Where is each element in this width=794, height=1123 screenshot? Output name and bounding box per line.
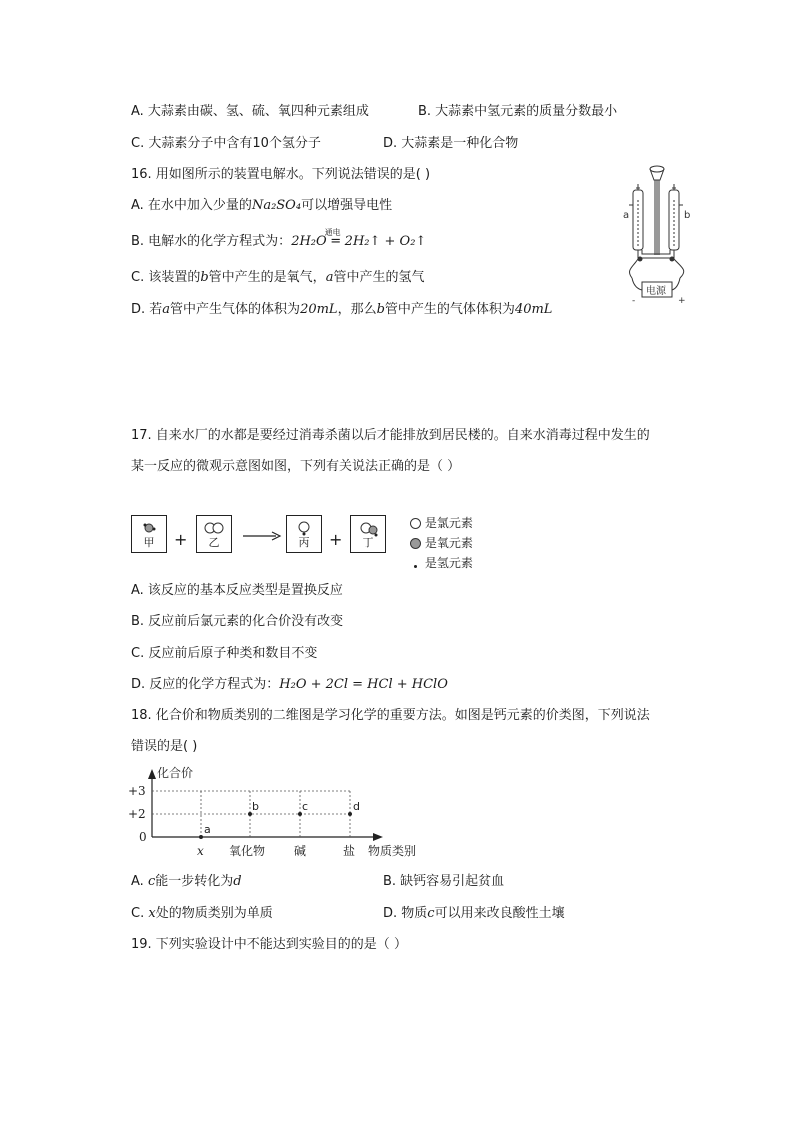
x-tick-oxide: 氧化物 [229,844,266,858]
y-tick-plus2: +2 [128,807,146,821]
yi-label: 乙 [208,536,220,549]
plus-sign-1: + [174,530,188,549]
q16-option-a: A. 在水中加入少量的Na₂SO₄可以增强导电性 [131,198,393,213]
reactant-yi-box [196,515,232,553]
electrolysis-apparatus-figure [620,160,695,305]
q18-option-d: D. 物质c可以用来改良酸性土壤 [383,906,565,921]
plus-sign-2: + [329,530,343,549]
ding-label: 丁 [362,536,374,549]
x-axis-title: 物质类别 [368,844,417,858]
power-minus-sign: - [632,296,636,305]
point-a-label: a [204,823,211,836]
x-tick-x: x [197,844,204,858]
q18-option-a: A. c能一步转化为d [131,874,242,889]
q18-stem-line1: 18. 化合价和物质类别的二维图是学习化学的重要方法。如图是钙元素的价类图，下列说法 [131,708,650,723]
product-bing-box [286,515,322,553]
point-b-label: b [252,800,259,813]
q16-stem: 16. 用如图所示的装置电解水。下列说法错误的是( ) [131,167,431,182]
q16-option-b: B. 电解水的化学方程式为：2H₂O 通电 = 2H₂↑ + O₂↑ [131,228,427,249]
q18-option-c: C. x处的物质类别为单质 [131,906,273,921]
tube-a-label: a [623,210,630,221]
y-axis-title: 化合价 [157,766,194,780]
q16-option-c: C. 该装置的b管中产生的是氧气，a管中产生的氢气 [131,270,425,285]
x-tick-base: 碱 [294,844,307,858]
reactant-jia-box [131,515,167,553]
q15-option-d: D. 大蒜素是一种化合物 [383,136,519,151]
reaction-arrow-icon [242,530,282,542]
bing-label: 丙 [298,536,310,549]
valence-category-chart [125,763,435,863]
power-source-label: 电源 [646,286,666,297]
point-d [348,812,352,816]
q17-option-a: A. 该反应的基本反应类型是置换反应 [131,583,343,598]
q17-stem-line2: 某一反应的微观示意图如图，下列有关说法正确的是（ ） [131,459,461,474]
q15-option-c: C. 大蒜素分子中含有10个氢分子 [131,136,321,151]
legend-hydrogen: 是氢元素 [410,554,473,571]
q15-option-b: B. 大蒜素中氢元素的质量分数最小 [418,104,618,119]
q17-option-c: C. 反应前后原子种类和数目不变 [131,646,318,661]
product-ding-box [350,515,386,553]
oxygen-circle-icon [410,538,421,549]
q16-option-d: D. 若a管中产生气体的体积为20mL，那么b管中产生的气体体积为40mL [131,302,553,317]
x-tick-salt: 盐 [343,844,356,858]
y-tick-zero: 0 [139,830,147,844]
q17-option-d: D. 反应的化学方程式为：H₂O + 2Cl = HCl + HClO [131,677,448,692]
q15-option-a: A. 大蒜素由碳、氢、硫、氧四种元素组成 [131,104,369,119]
legend-chlorine: 是氯元素 [410,514,473,531]
q18-stem-line2: 错误的是( ) [131,739,198,754]
point-a [199,835,203,839]
jia-label: 甲 [143,536,155,549]
q17-option-b: B. 反应前后氯元素的化合价没有改变 [131,614,344,629]
q18-option-b: B. 缺钙容易引起贫血 [383,874,505,889]
point-d-label: d [353,800,360,813]
tube-b-label: b [684,210,691,221]
y-tick-plus3: +3 [128,784,146,798]
q17-stem-line1: 17. 自来水厂的水都是要经过消毒杀菌以后才能排放到居民楼的。自来水消毒过程中发生的 [131,428,650,443]
power-plus-sign: + [678,296,686,305]
hydrogen-dot-icon [410,557,421,571]
point-c-label: c [302,800,309,813]
q19-stem: 19. 下列实验设计中不能达到实验目的的是（ ） [131,937,407,952]
legend-oxygen: 是氧元素 [410,534,473,551]
chlorine-circle-icon [410,518,421,529]
